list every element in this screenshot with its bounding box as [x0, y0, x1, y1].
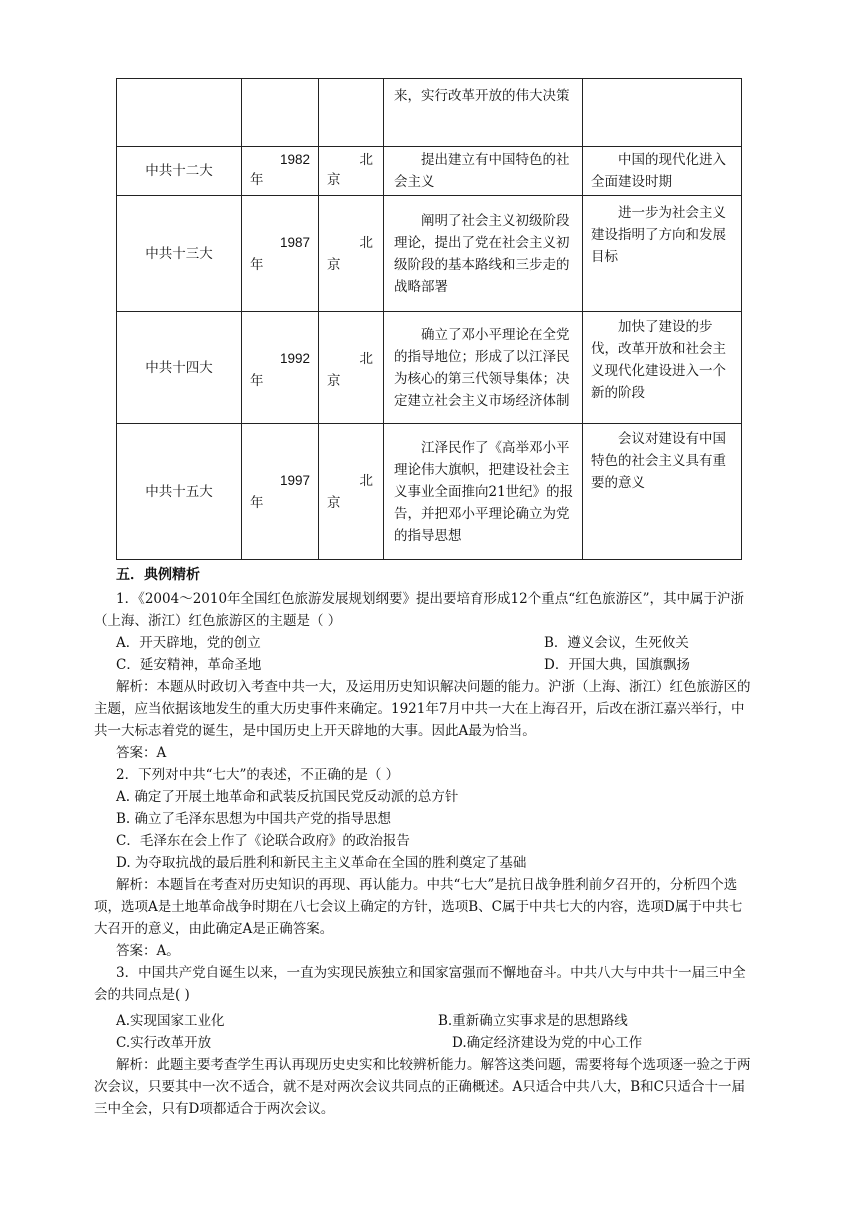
q1-option-a: A．开天辟地，党的创立 — [116, 635, 261, 651]
q2-analysis: 解析：本题旨在考查对历史知识的再现、再认能力。中共“七大”是抗日战争胜利前夕召开的，分析四个选项，选项A是土地革命战争时期在八七会议上确定的方针，选项B、C属于中共七大的内容，选项D属于中共七大召开的意义，由此确定A是正确答案。 — [94, 877, 743, 937]
significance-text: 中国的现代化进入全面建设时期 — [583, 147, 742, 196]
cell-year — [242, 312, 319, 424]
year-suffix: 年 — [250, 495, 264, 511]
q3-stem: 3．中国共产党自诞生以来，一直为实现民族独立和国家富强而不懈地奋斗。中共八大与中共十一届三中全会的共同点是( ) — [94, 965, 746, 1003]
cell-content — [384, 79, 583, 147]
year-suffix: 年 — [250, 172, 264, 188]
q1-answer: 答案：A — [116, 745, 167, 761]
significance-text: 进一步为社会主义建设指明了方向和发展目标 — [583, 196, 742, 312]
place-char-2: 京 — [327, 495, 341, 511]
year-suffix: 年 — [250, 257, 264, 273]
table-row-continued — [117, 79, 742, 147]
year-value: 1982 — [279, 152, 310, 167]
place-char-2: 京 — [327, 373, 341, 389]
table-row — [117, 196, 742, 312]
congress-table — [116, 78, 742, 560]
year-value: 1997 — [279, 473, 310, 488]
year-suffix: 年 — [250, 373, 264, 389]
q1-option-d: D．开国大典，国旗飘扬 — [544, 657, 690, 673]
q1-option-c: C．延安精神，革命圣地 — [116, 657, 262, 673]
cell-year — [242, 79, 319, 147]
significance-text: 加快了建设的步伐，改革开放和社会主义现代化建设进入一个新的阶段 — [583, 312, 742, 424]
q2-answer: 答案：A。 — [116, 943, 180, 959]
cell-year — [242, 196, 319, 312]
congress-name: 中共十四大 — [117, 312, 242, 424]
place-char-1: 北 — [359, 473, 373, 489]
table-row — [117, 147, 742, 196]
congress-name: 中共十五大 — [117, 424, 242, 560]
cell-place — [319, 312, 384, 424]
q1-analysis: 解析：本题从时政切入考查中共一大，及运用历史知识解决问题的能力。沪浙（上海、浙江）红色旅游区的主题，应当依据该地发生的重大历史事件来确定。1921年7月中共一大在上海召开，后改在浙江嘉兴举行，中共一大标志着党的诞生，是中国历史上开天辟地的大事。因此A最为恰当。 — [94, 679, 751, 739]
q3-option-c: C.实行改革开放 — [116, 1035, 212, 1051]
q2-stem: 2．下列对中共“七大”的表述，不正确的是（ ） — [116, 767, 400, 783]
content-text: 提出建立有中国特色的社会主义 — [384, 147, 583, 196]
place-char-2: 京 — [327, 257, 341, 273]
q3-option-a: A.实现国家工业化 — [116, 1013, 225, 1029]
congress-name: 中共十三大 — [117, 196, 242, 312]
place-char-1: 北 — [359, 351, 373, 367]
cell-year — [242, 424, 319, 560]
q2-option-d: D. 为夺取抗战的最后胜利和新民主主义革命在全国的胜利奠定了基础 — [116, 855, 527, 871]
year-value: 1992 — [279, 351, 310, 366]
q2-option-a: A. 确定了开展土地革命和武装反抗国民党反动派的总方针 — [116, 789, 459, 805]
q1-option-b: B．遵义会议，生死攸关 — [544, 635, 689, 651]
q3-option-b: B.重新确立实事求是的思想路线 — [438, 1013, 628, 1029]
year-value: 1987 — [279, 235, 310, 250]
section-title: 五．典例精析 — [116, 567, 200, 583]
cell-place — [319, 147, 384, 196]
content-text: 确立了邓小平理论在全党的指导地位；形成了以江泽民为核心的第三代领导集体；决定建立社会主义市场经济体制 — [384, 312, 583, 424]
table-row — [117, 424, 742, 560]
content-text: 来，实行改革开放的伟大决策 — [394, 88, 570, 104]
significance-text: 会议对建设有中国特色的社会主义具有重要的意义 — [583, 424, 742, 560]
content-text: 江泽民作了《高举邓小平理论伟大旗帜，把建设社会主义事业全面推向21世纪》的报告，并把邓小平理论确立为党的指导思想 — [384, 424, 583, 560]
q2-option-b: B. 确立了毛泽东思想为中国共产党的指导思想 — [116, 811, 392, 827]
cell-place — [319, 196, 384, 312]
cell-name — [117, 79, 242, 147]
table-row — [117, 312, 742, 424]
q3-option-d: D.确定经济建设为党的中心工作 — [452, 1035, 643, 1051]
place-char-1: 北 — [359, 152, 373, 168]
cell-significance — [583, 79, 742, 147]
congress-name: 中共十二大 — [117, 147, 242, 196]
content-text: 阐明了社会主义初级阶段理论，提出了党在社会主义初级阶段的基本路线和三步走的战略部署 — [384, 196, 583, 312]
cell-year — [242, 147, 319, 196]
cell-place — [319, 424, 384, 560]
place-char-1: 北 — [359, 235, 373, 251]
q1-stem: 1．《2004～2010年全国红色旅游发展规划纲要》提出要培育形成12个重点“红色旅游区”，其中属于沪浙（上海、浙江）红色旅游区的主题是（ ） — [94, 591, 745, 629]
q3-analysis: 解析：此题主要考查学生再认再现历史史实和比较辨析能力。解答这类问题，需要将每个选项逐一验之于两次会议，只要其中一次不适合，就不是对两次会议共同点的正确概述。A只适合中共八大，B和C只适合十一届三中全会，只有D项都适合于两次会议。 — [94, 1057, 751, 1117]
place-char-2: 京 — [327, 172, 341, 188]
cell-place — [319, 79, 384, 147]
q2-option-c: C．毛泽东在会上作了《论联合政府》的政治报告 — [116, 833, 410, 849]
